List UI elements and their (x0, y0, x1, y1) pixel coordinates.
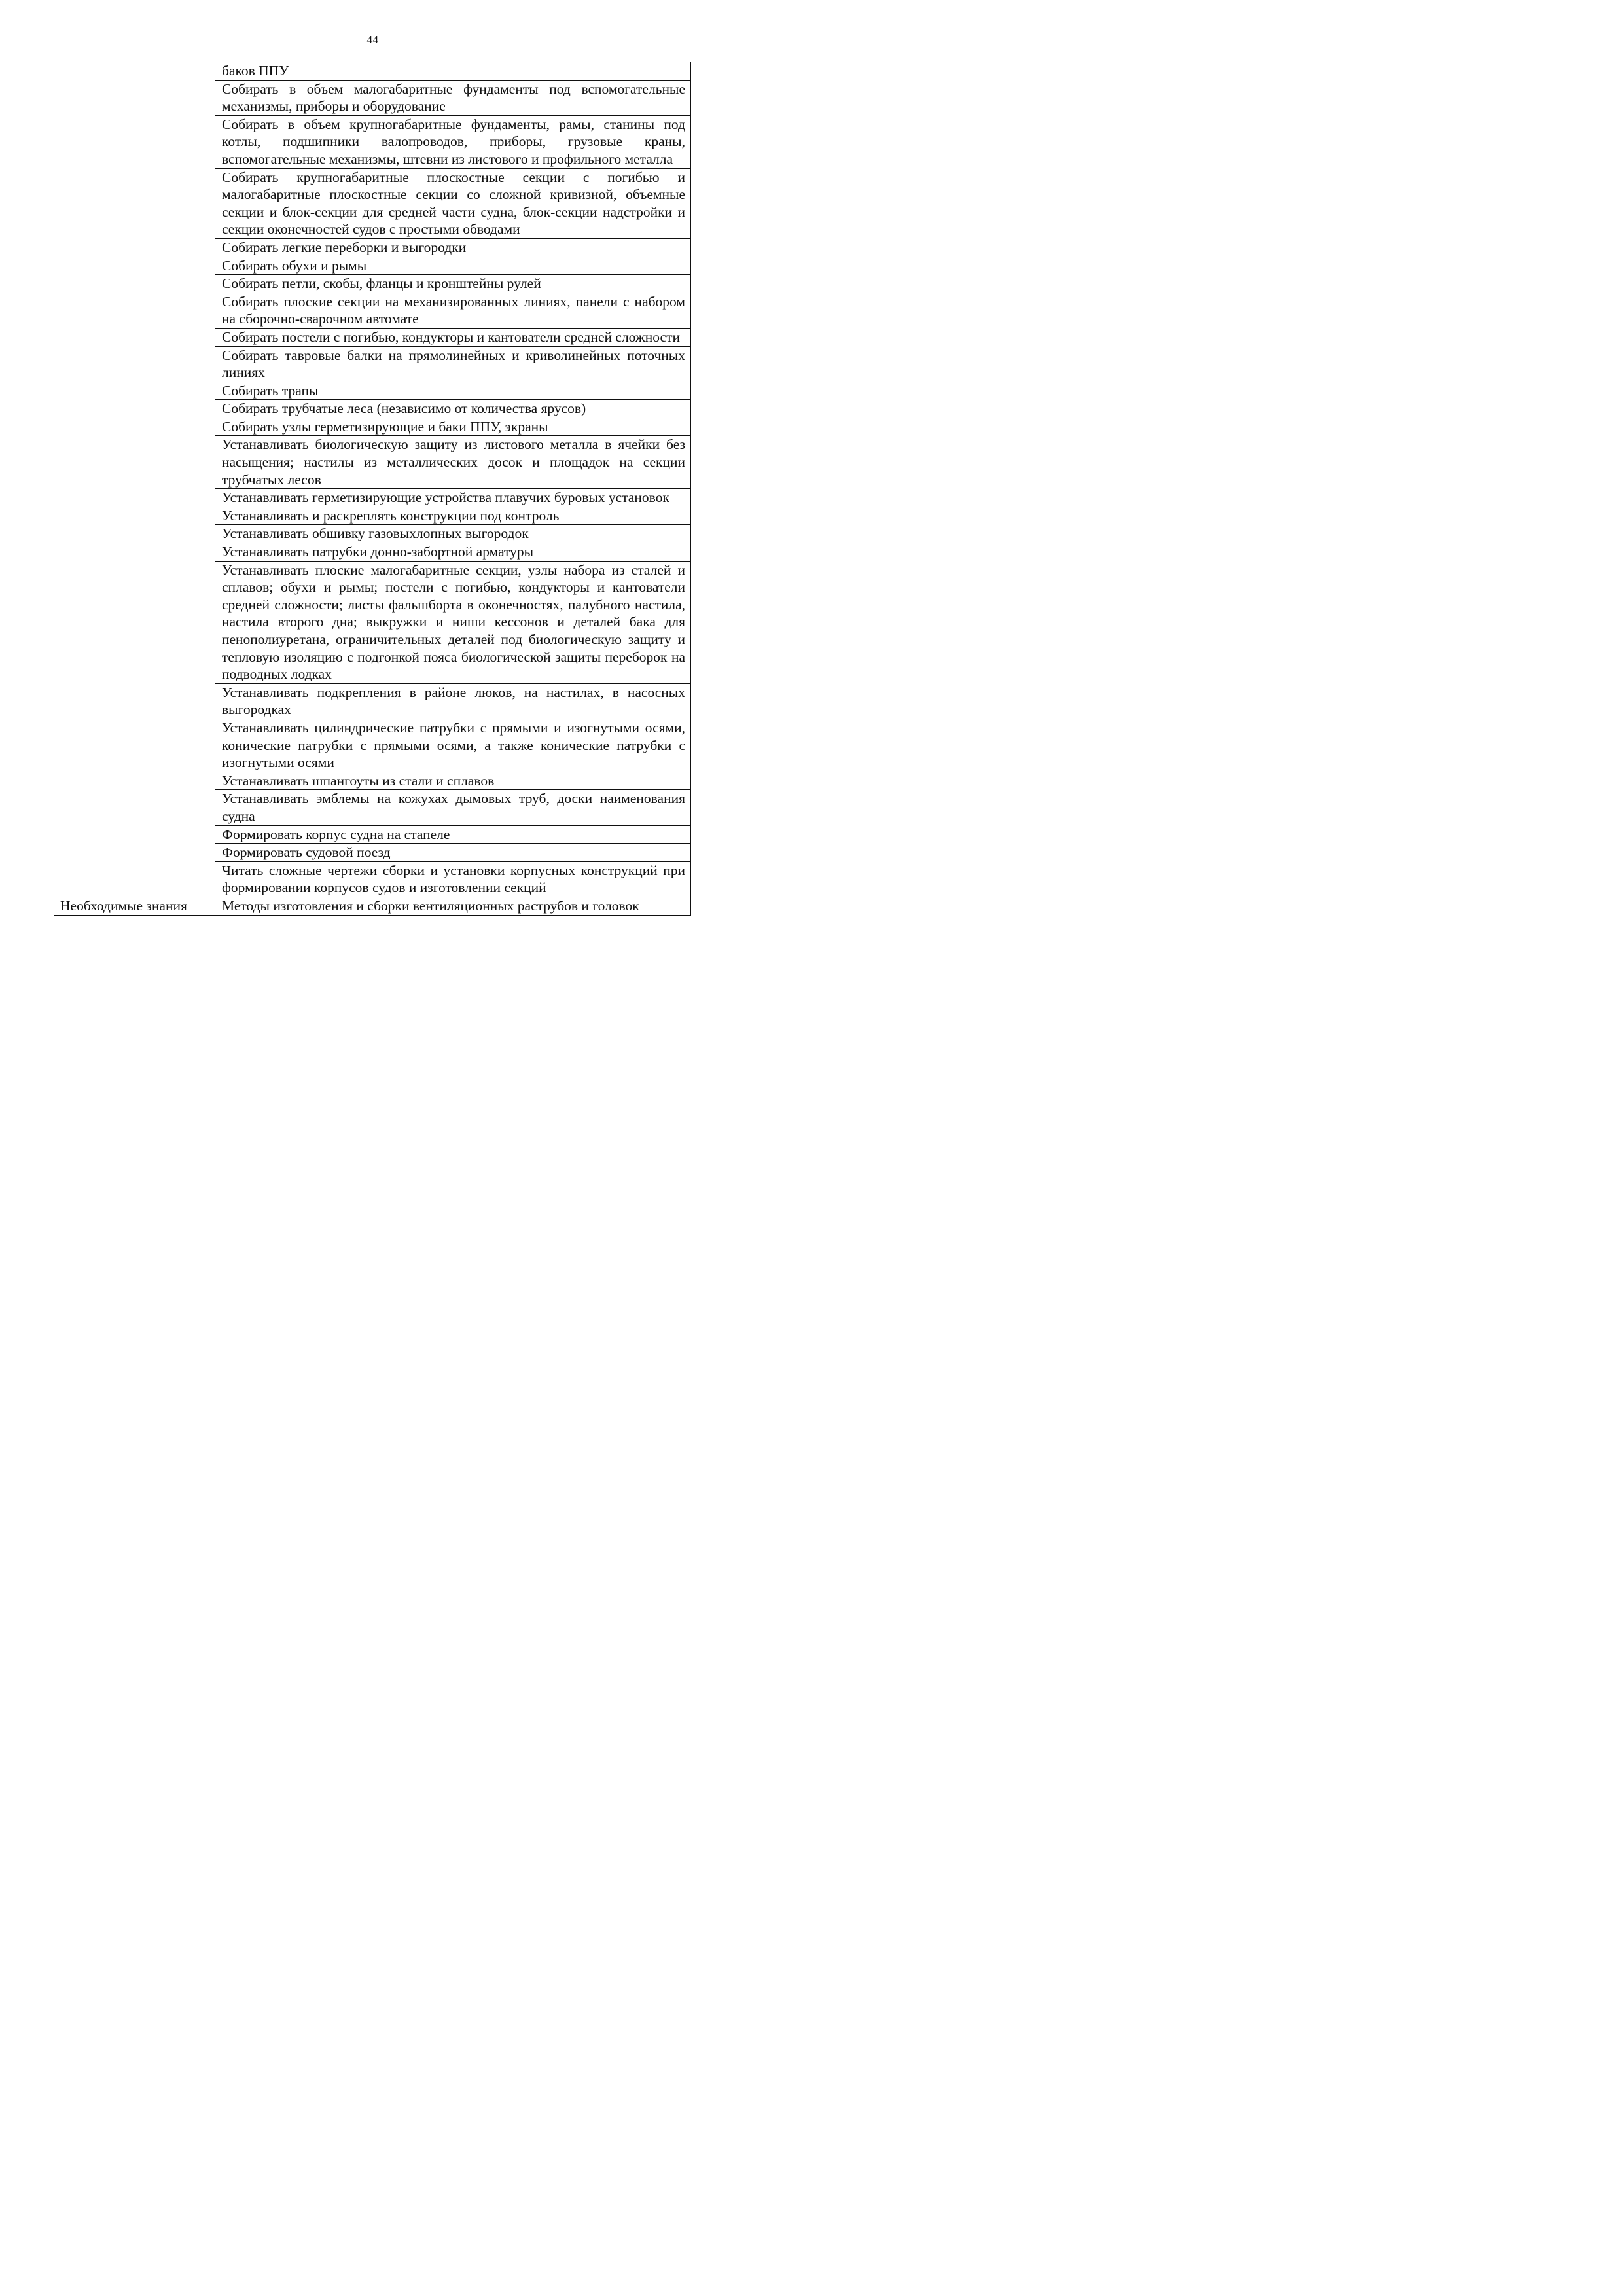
table-cell: Собирать в объем крупногабаритные фундаменты, рамы, станины под котлы, подшипники валопроводов, приборы, грузовые краны, вспомогательные механизмы, штевни из листового и профильного металла (215, 115, 691, 168)
table-cell: Формировать судовой поезд (215, 844, 691, 862)
table-cell: Методы изготовления и сборки вентиляционных раструбов и головок (215, 897, 691, 915)
table-cell: Устанавливать патрубки донно-забортной арматуры (215, 543, 691, 562)
table-cell: Устанавливать подкрепления в районе люков, на настилах, в насосных выгородках (215, 683, 691, 719)
page-number: 44 (366, 33, 379, 46)
table-cell: Собирать трапы (215, 382, 691, 400)
table-cell: Собирать плоские секции на механизированных линиях, панели с набором на сборочно-сварочном автомате (215, 293, 691, 328)
table-cell: Собирать трубчатые леса (независимо от количества ярусов) (215, 400, 691, 418)
table-cell: Устанавливать эмблемы на кожухах дымовых труб, доски наименования судна (215, 790, 691, 825)
table-cell: Устанавливать герметизирующие устройства плавучих буровых установок (215, 489, 691, 507)
table-cell: Собирать узлы герметизирующие и баки ППУ, экраны (215, 418, 691, 436)
table-cell: Формировать корпус судна на стапеле (215, 825, 691, 844)
table-cell: Устанавливать биологическую защиту из листового металла в ячейки без насыщения; настилы из металлических досок и площадок на секции трубчатых лесов (215, 436, 691, 489)
table-cell: Устанавливать плоские малогабаритные секции, узлы набора из сталей и сплавов; обухи и рымы; постели с погибью, кондукторы и кантователи средней сложности; листы фальшборта в оконечностях, палубного настила, настила второго дна; выкружки и ниши кессонов и деталей бака для пенополиуретана, ограничительных деталей под биологическую защиту и тепловую изоляцию с подгонкой пояса биологической защиты переборок на подводных лодках (215, 561, 691, 683)
table-cell: Устанавливать обшивку газовыхлопных выгородок (215, 525, 691, 543)
table-cell: баков ППУ (215, 62, 691, 81)
table-cell: Устанавливать и раскреплять конструкции под контроль (215, 507, 691, 525)
table-cell: Собирать в объем малогабаритные фундаменты под вспомогательные механизмы, приборы и оборудование (215, 80, 691, 115)
table-cell: Устанавливать цилиндрические патрубки с прямыми и изогнутыми осями, конические патрубки с прямыми осями, а также конические патрубки с изогнутыми осями (215, 719, 691, 772)
knowledge-label-cell: Необходимые знания (54, 897, 215, 915)
table-cell: Собирать крупногабаритные плоскостные секции с погибью и малогабаритные плоскостные секции со сложной кривизной, объемные секции и блок-секции для средней части судна, блок-секции надстройки и секции оконечностей судов с простыми обводами (215, 168, 691, 238)
table-cell: Собирать обухи и рымы (215, 257, 691, 275)
qualification-table (54, 62, 691, 916)
abilities-label-cell (54, 62, 215, 897)
table-row (54, 897, 691, 915)
table-cell: Собирать тавровые балки на прямолинейных и криволинейных поточных линиях (215, 346, 691, 382)
table-cell: Устанавливать шпангоуты из стали и сплавов (215, 772, 691, 790)
table-cell: Собирать легкие переборки и выгородки (215, 238, 691, 257)
table-cell: Читать сложные чертежи сборки и установки корпусных конструкций при формировании корпусов судов и изготовлении секций (215, 861, 691, 897)
table-row (54, 62, 691, 81)
table-cell: Собирать петли, скобы, фланцы и кронштейны рулей (215, 275, 691, 293)
table-cell: Собирать постели с погибью, кондукторы и кантователи средней сложности (215, 328, 691, 346)
